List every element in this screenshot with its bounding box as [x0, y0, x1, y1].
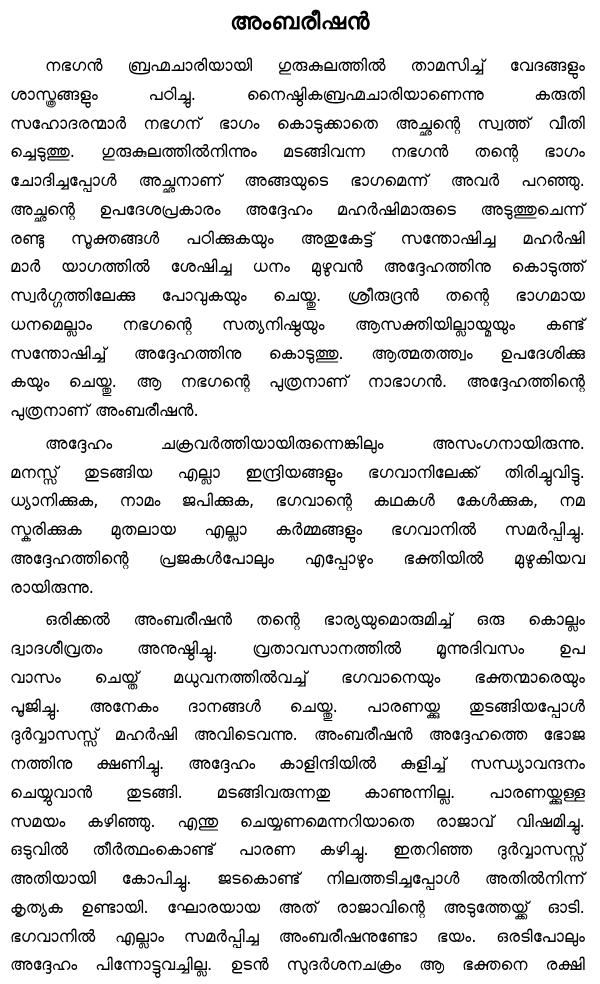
text-line: രണ്ടു സൂക്തങ്ങൾ പഠിക്കുകയും അതുകേട്ട് സന്തോഷിച്ച മഹർഷി	[10, 228, 585, 248]
text-line: ചെയ്യുവാൻ തുടങ്ങി. മടങ്ങിവരുന്നതു കാണുന്നില്ല. പാരണയ്ക്കുള്ള	[10, 782, 585, 802]
paragraph	[10, 430, 585, 603]
text-line: ദുർവ്വാസസ്സ് മഹർഷി അവിടെവന്നു. അംബരീഷൻ അദ്ദേഹത്തെ ഭോജ	[10, 725, 585, 745]
text-line: അദ്ദേഹത്തിന്റെ പ്രജകൾപോലും എപ്പോഴും ഭക്തിയിൽ മുഴുകിയവ	[10, 548, 585, 568]
text-line: കയും ചെയ്തു. ആ നഭഗന്റെ പുത്രനാണ് നാഭാഗൻ. അദ്ദേഹത്തിന്റെ	[10, 372, 585, 392]
paragraph	[10, 606, 585, 980]
text-line: ഭഗവാനിൽ എല്ലാം സമർപ്പിച്ച അംബരീഷനുണ്ടോ ഭയം. ഒരടിപോലും	[10, 926, 585, 946]
chapter-title: അംബരീഷൻ	[230, 9, 370, 35]
text-line: അച്ഛന്റെ ഉപദേശപ്രകാരം അദ്ദേഹം മഹർഷിമാരുടെ അടുത്തുചെന്ന്	[10, 199, 585, 219]
text-line: സ്കരിക്കുക മുതലായ എല്ലാ കർമ്മങ്ങളും ഭഗവാനിൽ സമർപ്പിച്ചു.	[10, 520, 585, 539]
text-line: സന്തോഷിച്ച് അദ്ദേഹത്തിനു കൊടുത്തു. ആത്മതത്ത്വം ഉപദേശിക്കു	[10, 343, 585, 363]
text-line: അദ്ദേഹം ചക്രവർത്തിയായിരുന്നെങ്കിലും അസംഗനായിരുന്നു.	[45, 433, 585, 453]
text-line: നഭഗൻ ബ്രഹ്മചാരിയായി ഗുരുകുലത്തിൽ താമസിച്ച് വേദങ്ങളും	[45, 56, 585, 75]
text-line: ചോദിച്ചപ്പോൾ അച്ഛനാണ് അങ്ങയുടെ ഭാഗമെന്ന് അവർ പറഞ്ഞു.	[10, 171, 585, 190]
text-line: സഹോദരന്മാർ നഭഗന് ഭാഗം കൊടുക്കാതെ അച്ഛന്റെ സ്വത്ത് വീതി	[10, 113, 585, 133]
text-line: ഒരിക്കൽ അംബരീഷൻ തന്റെ ഭാര്യയുമൊരുമിച്ച് ഒരു കൊല്ലം	[45, 610, 585, 630]
text-line: അതിയായി കോപിച്ചു. ജടകൊണ്ട് നിലത്തടിച്ചപ്പോൾ അതിൽനിന്ന്	[10, 869, 585, 888]
text-line: സ്വർഗ്ഗത്തിലേക്കു പോവുകയും ചെയ്തു. ശ്രീരുദ്രൻ തന്റെ ഭാഗമായ	[10, 286, 585, 305]
text-line: ച്ചെടുത്തു. ഗുരുകുലത്തിൽനിന്നും മടങ്ങിവന്ന നഭഗൻ തന്റെ ഭാഗം	[10, 142, 585, 162]
text-line: ധ്യാനിക്കുക, നാമം ജപിക്കുക, ഭഗവാന്റെ കഥകൾ കേൾക്കുക, നമ	[10, 491, 585, 511]
text-line: അദ്ദേഹം പിന്നോട്ടുവച്ചില്ല. ഉടൻ സുദർശനചക്രം ആ ഭക്തനെ രക്ഷി	[10, 955, 585, 975]
text-line: രായിരുന്നു.	[10, 577, 95, 597]
text-line: മാർ യാഗത്തിൽ ശേഷിച്ച ധനം മുഴുവൻ അദ്ദേഹത്തിനു കൊടുത്ത്	[10, 257, 585, 277]
text-line: ദ്വാദശീവ്രതം അനുഷ്ഠിച്ചു. വ്രതാവസാനത്തിൽ മൂന്നുദിവസം ഉപ	[10, 639, 585, 658]
text-line: കൃത്യക ഉണ്ടായി. ഘോരയായ അത് രാജാവിന്റെ അടുത്തേയ്ക്ക് ഓടി.	[10, 897, 585, 917]
text-line: ഒടുവിൽ തീർത്ഥംകൊണ്ട് പാരണ കഴിച്ചു. ഇതറിഞ്ഞ ദുർവ്വാസസ്സ്	[10, 840, 585, 860]
text-line: വാസം ചെയ്ത് മധുവനത്തിൽവച്ച് ഭഗവാനെയും ഭക്തന്മാരെയും	[10, 667, 585, 687]
text-line: ധനമെല്ലാം നഭഗന്റെ സത്യനിഷ്ഠയും ആസക്തിയില്ലായ്മയും കണ്ട്	[10, 314, 585, 334]
paragraph	[10, 52, 585, 426]
text-line: പൂജിച്ചു. അനേകം ദാനങ്ങൾ ചെയ്തു. പാരണയ്ക്കു തുടങ്ങിയപ്പോൾ	[10, 696, 585, 716]
text-line: പുത്രനാണ് അംബരീഷൻ.	[10, 401, 199, 420]
text-line: ശാസ്ത്രങ്ങളും പഠിച്ചു. നൈഷ്ഠികബ്രഹ്മചാരിയാണെന്നു കരുതി	[10, 84, 585, 104]
text-line: മനസ്സ് തുടങ്ങിയ എല്ലാ ഇന്ദ്രിയങ്ങളും ഭഗവാനിലേക്ക് തിരിച്ചുവിട്ടു.	[10, 462, 585, 482]
chapter-body	[10, 52, 585, 984]
text-line: സമയം കഴിഞ്ഞു. എന്തു ചെയ്യണമെന്നറിയാതെ രാജാവ് വിഷമിച്ചു.	[10, 811, 585, 831]
text-line: നത്തിനു ക്ഷണിച്ചു. അദ്ദേഹം കാളിന്ദിയിൽ കുളിച്ച് സന്ധ്യാവന്ദനം	[10, 754, 585, 773]
